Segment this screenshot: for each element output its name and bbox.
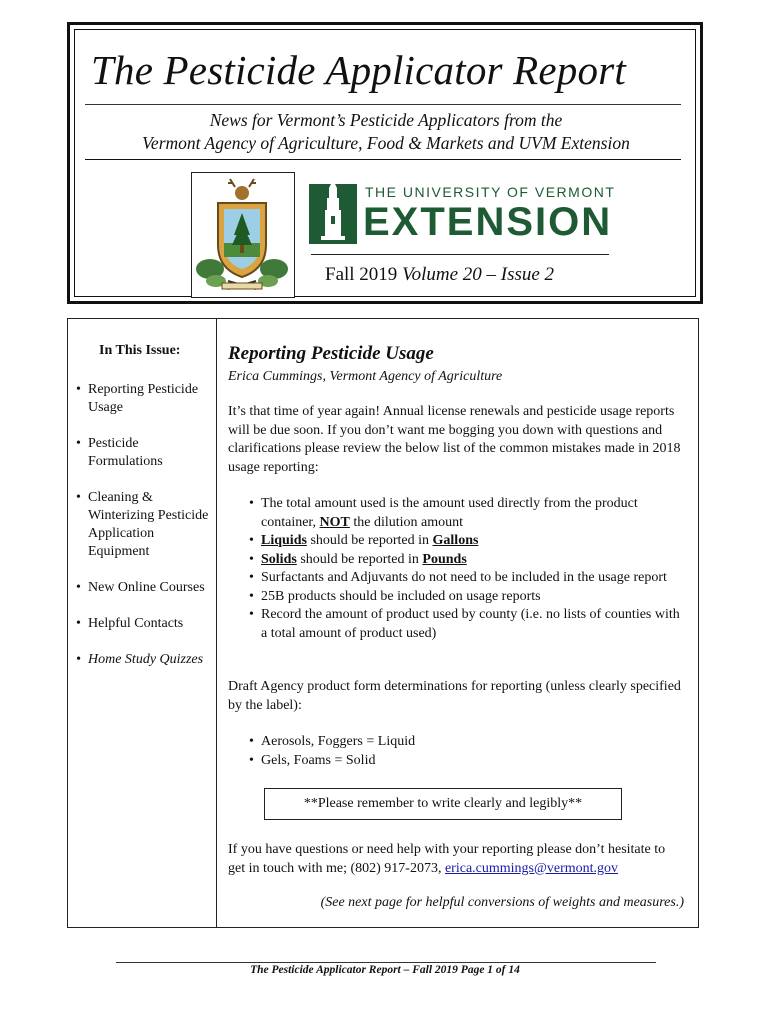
page-footer: The Pesticide Applicator Report – Fall 2019 Page 1 of 14 [250, 964, 520, 976]
issue-season: Fall 2019 [325, 264, 398, 285]
logo-text-extension: EXTENSION [363, 200, 613, 244]
list-item [248, 551, 688, 570]
sidebar-heading: In This Issue: [99, 343, 181, 358]
next-page-note: (See next page for helpful conversions of weights and measures.) [320, 895, 684, 910]
bullet-emphasis: Pounds [422, 551, 467, 567]
logo-text-top: THE UNIVERSITY OF VERMONT [365, 184, 616, 200]
sidebar-in-this-issue [68, 319, 217, 927]
vermont-seal-image [191, 172, 295, 298]
article-byline: Erica Cummings, Vermont Agency of Agriculture [228, 369, 503, 384]
toc-item-pesticide-formulations: • Pesticide Formulations [74, 435, 214, 471]
bullet-text: should be reported in [296, 551, 423, 567]
content-box [67, 318, 699, 928]
list-item [248, 532, 688, 551]
draft-determinations-paragraph: Draft Agency product form determinations for reporting (unless clearly specified by the label): [228, 679, 681, 713]
legibility-notice-box: **Please remember to write clearly and legibly** [264, 788, 622, 820]
bullet-emphasis: Liquids [261, 533, 307, 548]
article-reporting-pesticide-usage [228, 319, 692, 927]
logo-underline [311, 254, 609, 255]
bullet-text: should be reported in [306, 533, 433, 548]
table-of-contents [74, 381, 214, 687]
toc-item-cleaning-winterizing: • Cleaning & Winterizing Pesticide Application Equipment [74, 489, 214, 561]
masthead-inner-border [74, 29, 696, 297]
bullet-emphasis: Gallons [432, 533, 479, 548]
email-link[interactable]: erica.cummings@vermont.gov [444, 860, 619, 876]
title-divider [85, 104, 681, 105]
list-item [248, 495, 688, 532]
toc-item-home-study-quizzes: • Home Study Quizzes [74, 651, 214, 669]
issue-info [325, 264, 554, 286]
contact-paragraph [228, 841, 684, 878]
list-item: • Record the amount of product used by county (i.e. no lists of counties with a total amount of product used) [248, 606, 688, 643]
bullet-text: The total amount used is the amount used directly from the product container, [261, 496, 638, 530]
bullet-emphasis: NOT [319, 514, 350, 530]
issue-volume: Volume 20 – Issue 2 [402, 264, 555, 285]
bullet-emphasis: Solids [261, 551, 297, 567]
list-item: • 25B products should be included on usage reports [248, 588, 688, 607]
list-item: • Surfactants and Adjuvants do not need to be included in the usage report [248, 569, 688, 588]
masthead [67, 22, 703, 304]
uvm-extension-logo [309, 178, 616, 248]
vermont-coat-of-arms-icon [192, 173, 292, 295]
list-item: • Aerosols, Foggers = Liquid [248, 733, 688, 752]
subtitle-divider [85, 159, 681, 160]
article-intro: It’s that time of year again! Annual license renewals and pesticide usage reports will be due soon. If you don’t want me bogging you down with questions and clarifications please review the below list of the common mistakes made in 2018 usage reporting: [228, 404, 681, 475]
footer-divider [116, 962, 656, 963]
product-form-list [248, 733, 688, 770]
subtitle-line-1: News for Vermont’s Pesticide Applicators from the [209, 110, 563, 130]
newsletter-title: The Pesticide Applicator Report [91, 47, 626, 93]
article-title: Reporting Pesticide Usage [228, 343, 434, 364]
contact-text: If you have questions or need help with your reporting please don’t hesitate to get in touch with me; (802) 917-2073, [228, 842, 666, 876]
mistakes-list [248, 495, 688, 643]
toc-item-new-online-courses: • New Online Courses [74, 579, 214, 597]
list-item: • Gels, Foams = Solid [248, 752, 688, 771]
toc-item-helpful-contacts: • Helpful Contacts [74, 615, 214, 633]
toc-item-reporting-pesticide-usage: • Reporting Pesticide Usage [74, 381, 214, 417]
subtitle-line-2: Vermont Agency of Agriculture, Food & Markets and UVM Extension [142, 133, 630, 153]
bullet-text: the dilution amount [349, 514, 464, 530]
